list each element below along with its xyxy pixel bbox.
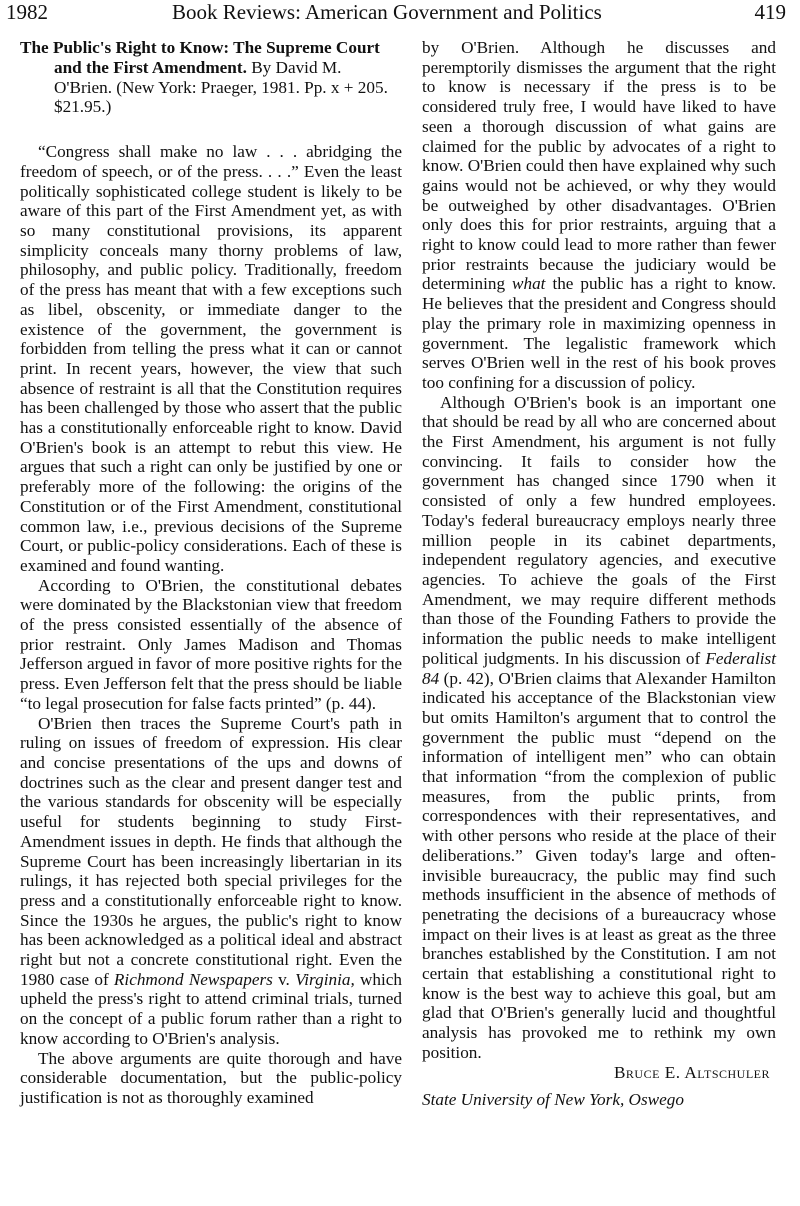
paragraph-public-policy-cont	[422, 38, 776, 393]
paragraph-public-policy-start: The above arguments are quite thorough and have considerable documentation, but the public-policy justification is not as thoroughly examined	[20, 1048, 402, 1107]
reviewer-name: Bruce E. Altschuler	[613, 1062, 770, 1082]
paragraph-text: (p. 42), O'Brien claims that Alexander Hamilton indicated his acceptance of the Blackstonian view but omits Hamilton's argument that to control the government the public must “depend on the information of intelligent men” who can obtain that information “from the complexion of public measures, from the public prints, from correspondences with their representatives, and with other persons who reside at the place of their deliberations.” Given today's large and often-invisible bureaucracy, the public may find such methods insufficient in the absence of methods of penetrating the decisions of a bureaucracy whose impact on their lives is at least as great as the three branches established by the Constitution. I am not certain that establishing a constitutional right to know is the best way to achieve this goal, but am glad that O'Brien's generally lucid and thoughtful analysis has provoked me to rethink my own position.	[422, 668, 776, 1062]
header-section-title: Book Reviews: American Government and Politics	[172, 0, 602, 24]
paragraph-blackstonian: According to O'Brien, the constitutional debates were dominated by the Blackstonian view that freedom of the press consisted essentially of the absence of prior restraint. Only James Madison and Thomas Jefferson argued in favor of more positive rights for the press. Even Jefferson felt that the press should be liable “to legal prosecution for false facts printed” (p. 44).	[20, 575, 402, 713]
header-year: 1982	[6, 0, 48, 24]
paragraph-court-path	[20, 714, 402, 1049]
header-page-number: 419	[754, 0, 786, 24]
emphasis-italic: what	[512, 274, 546, 294]
paragraph-text: which upheld the press's right to attend criminal trials, turned on the concept of a public forum rather than a right to know according to O'Brien's analysis.	[20, 969, 402, 1048]
case-name-italic: Virginia,	[295, 969, 355, 989]
book-details: By David M. O'Brien. (New York: Praeger, 1981. Pp. x + 205. $21.95.)	[54, 57, 388, 117]
paragraph-conclusion	[422, 393, 776, 1063]
right-column	[422, 38, 776, 1110]
case-name-italic: Richmond Newspapers	[113, 969, 273, 989]
paragraph-text: Although O'Brien's book is an important one that should be read by all who are concerned about the First Amendment, his argument is not fully convincing. It fails to consider how the government has changed since 1790 when it consisted of only a few hundred employees. Today's federal bureaucracy employs nearly three million people in its cabinet departments, independent regulatory agencies, and executive agencies. To achieve the goals of the First Amendment, we may require different methods than those of the Founding Fathers to provide the information the public needs to make intelligent political judgments. In his discussion of	[422, 392, 776, 668]
left-column	[20, 38, 402, 1108]
emphasis-italic: Federalist 84	[422, 648, 776, 688]
running-header	[6, 0, 798, 36]
case-versus: v.	[272, 969, 296, 989]
book-title: The Public's Right to Know: The Supreme Court and the First Amendment.	[20, 38, 380, 77]
paragraph-intro: “Congress shall make no law . . . abridging the freedom of speech, or of the press. . . .” Even the least politically sophisticated college student is likely to be aware of this part of the First Amendment yet, as with so many constitutional provisions, its apparent simplicity conceals many thorny problems of law, philosophy, and public policy. Traditionally, freedom of the press has meant that with a few exceptions such as libel, obscenity, or immediate danger to the existence of the government, the government is forbidden from telling the press what it can or cannot print. In recent years, however, the view that such absence of restraint is all that the Constitution requires has been challenged by those who assert that the public has a constitutionally enforceable right to know. David O'Brien's book is an attempt to rebut this view. He argues that such a right can only be justified by one or preferably more of the following: the origins of the Constitution or of the First Amendment, constitutional common law, i.e., previous decisions of the Supreme Court, or public-policy considerations. Each of these is examined and found wanting.	[20, 142, 402, 575]
reviewer-affiliation: State University of New York, Oswego	[422, 1090, 684, 1110]
spacer	[20, 117, 402, 142]
book-citation	[20, 38, 402, 117]
paragraph-text: O'Brien then traces the Supreme Court's path in ruling on issues of freedom of expression. His clear and concise presentations of the ups and downs of doctrines such as the clear and present danger test and the various standards for obscenity will be especially useful for students beginning to study First-Amendment issues in depth. He finds that although the Supreme Court has been increasingly libertarian in its rulings, it has rejected both special privileges for the press and a constitutionally enforceable right to know. Since the 1930s he argues, the public's right to know has been acknowledged as a political ideal and abstract right but not a concrete constitutional right. Even the 1980 case of	[20, 713, 402, 989]
paragraph-text: by O'Brien. Although he discusses and peremptorily dismisses the argument that the right to know is necessary if the press is to be considered truly free, I would have liked to have seen a thorough discussion of what gains are claimed for the public by advocates of a right to know. O'Brien could then have explained why such gains would not be achieved, or why they would be outweighed by other disadvantages. O'Brien only does this for prior restraints, arguing that a right to know could lead to more rather than fewer prior restraints because the judiciary would be determining	[422, 38, 776, 294]
paragraph-text: the public has a right to know. He believes that the president and Congress should play the primary role in maximizing openness in government. The legalistic framework which serves O'Brien well in the rest of his book proves too confining for a discussion of policy.	[422, 274, 776, 392]
